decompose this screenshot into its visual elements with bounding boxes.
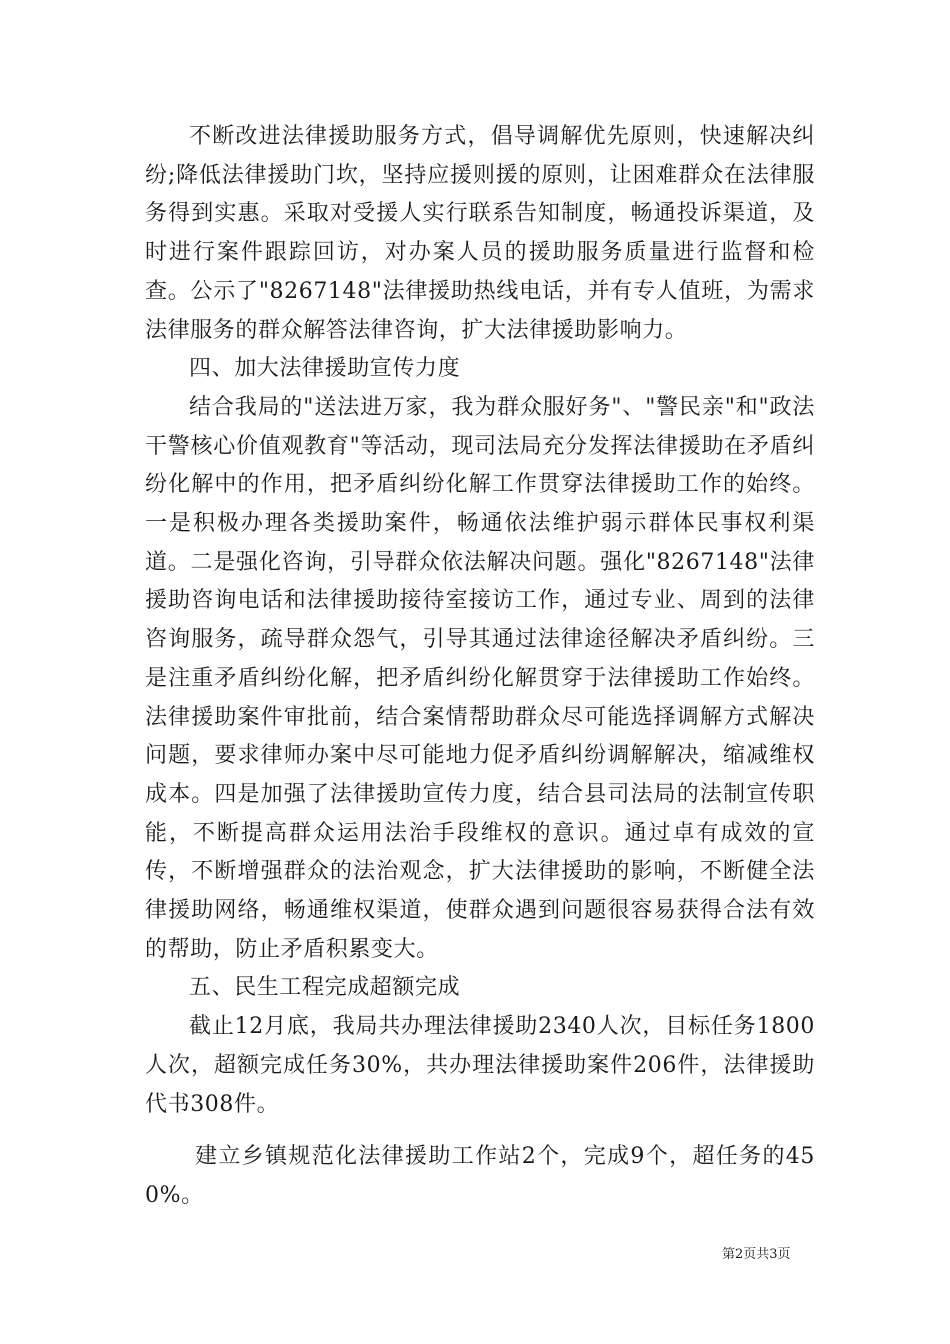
document-body xyxy=(145,118,815,1216)
section-heading-livelihood: 五、民生工程完成超额完成 xyxy=(189,975,461,1001)
page-number: 第2页共3页 xyxy=(722,1247,791,1262)
paragraph-statistics: 截止12月底，我局共办理法律援助2340人次，目标任务1800人次，超额完成任务30%，共办理法律援助案件206件，法律援助代书308件。 xyxy=(145,1014,815,1117)
section-heading-publicity: 四、加大法律援助宣传力度 xyxy=(189,356,461,382)
paragraph-publicity: 结合我局的"送法进万家，我为群众服好务"、"警民亲"和"政法干警核心价值观教育"等活动，现司法局充分发挥法律援助在矛盾纠纷化解中的作用，把矛盾纠纷化解工作贯穿法律援助工作的始终。一是积极办理各类援助案件，畅通依法维护弱示群体民事权利渠道。二是强化咨询，引导群众依法解决问题。强化"8267148"法律援助咨询电话和法律援助接待室接访工作，通过专业、周到的法律咨询服务，疏导群众怨气，引导其通过法律途径解决矛盾纠纷。三是注重矛盾纠纷化解，把矛盾纠纷化解贯穿于法律援助工作始终。法律援助案件审批前，结合案情帮助群众尽可能选择调解方式解决问题，要求律师办案中尽可能地力促矛盾纠纷调解解决，缩减维权成本。四是加强了法律援助宣传力度，结合县司法局的法制宣传职能，不断提高群众运用法治手段维权的意识。通过卓有成效的宣传，不断增强群众的法治观念，扩大法律援助的影响，不断健全法律援助网络，畅通维权渠道，使群众遇到问题很容易获得合法有效的帮助，防止矛盾积累变大。 xyxy=(145,394,815,962)
paragraph-service-improvement: 不断改进法律援助服务方式，倡导调解优先原则，快速解决纠纷;降低法律援助门坎，坚持应援则援的原则，让困难群众在法律服务得到实惠。采取对受援人实行联系告知制度，畅通投诉渠道，及时进行案件跟踪回访，对办案人员的援助服务质量进行监督和检查。公示了"8267148"法律援助热线电话，并有专人值班，为需求法律服务的群众解答法律咨询，扩大法律援助影响力。 xyxy=(145,124,815,343)
paragraph-workstations: 建立乡镇规范化法律援助工作站2个，完成9个，超任务的450%。 xyxy=(145,1144,815,1208)
